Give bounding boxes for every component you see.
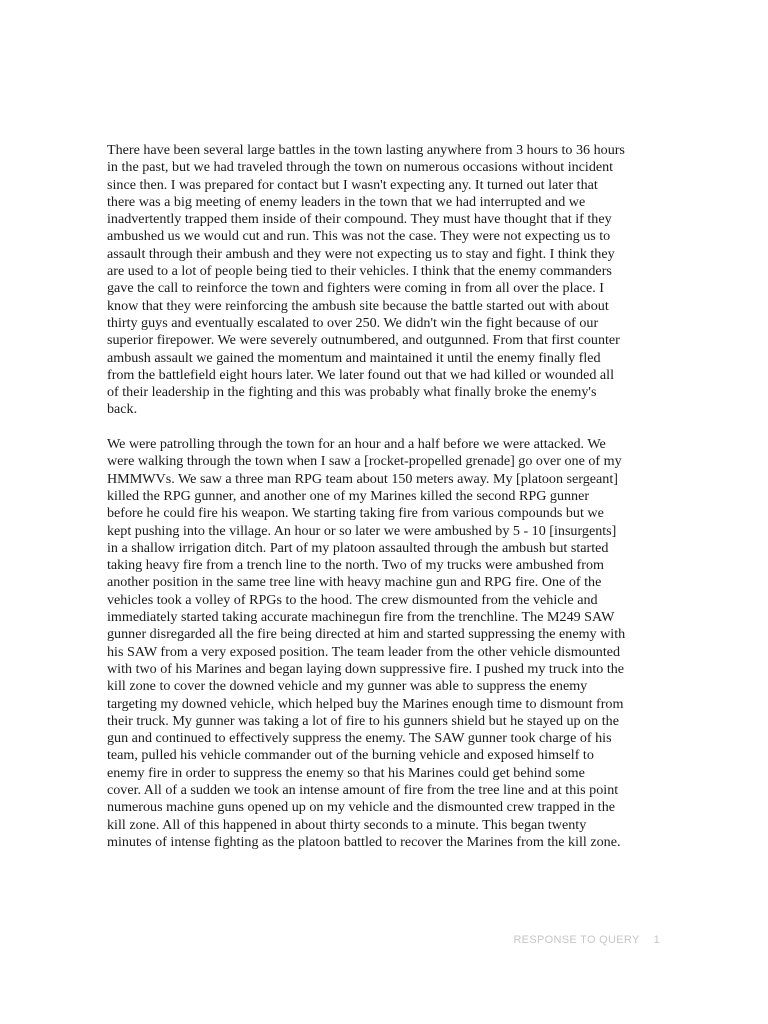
- text-line: another position in the same tree line with heavy machine gun and RPG fire. One of the: [107, 574, 602, 591]
- text-line: before he could fire his weapon. We starting taking fire from various compounds but we: [107, 505, 604, 522]
- text-line: cover. All of a sudden we took an intense amount of fire from the tree line and at this point: [107, 781, 619, 798]
- text-line: gun and continued to effectively suppress the enemy. The SAW gunner took charge of his: [107, 730, 612, 747]
- text-line: taking heavy fire from a trench line to the north. Two of my trucks were ambushed from: [107, 557, 604, 574]
- text-line: their truck. My gunner was taking a lot of fire to his gunners shield but he stayed up on the: [107, 712, 619, 729]
- text-line: in a shallow irrigation ditch. Part of my platoon assaulted through the ambush but started: [107, 539, 609, 556]
- text-line: enemy fire in order to suppress the enemy so that his Marines could get behind some: [107, 764, 585, 781]
- text-line: know that they were reinforcing the ambush site because the battle started out with about: [107, 297, 609, 314]
- text-line: There have been several large battles in the town lasting anywhere from 3 hours to 36 hours: [107, 142, 625, 158]
- text-line: immediately started taking accurate machinegun fire from the trenchline. The M249 SAW: [107, 609, 615, 626]
- text-line: of their leadership in the fighting and this was probably what finally broke the enemy's: [107, 384, 597, 401]
- text-line: kill zone to cover the downed vehicle and my gunner was able to suppress the enemy: [107, 678, 588, 695]
- footer-label: RESPONSE TO QUERY: [513, 934, 640, 946]
- body-text: [107, 142, 662, 851]
- text-line: We were patrolling through the town for an hour and a half before we were attacked. We: [107, 436, 606, 453]
- text-line: vehicles took a volley of RPGs to the hood. The crew dismounted from the vehicle and: [107, 591, 598, 608]
- text-line: kept pushing into the village. An hour or so later we were ambushed by 5 - 10 [insurgents]: [107, 522, 617, 539]
- text-line: in the past, but we had traveled through the town on numerous occasions without incident: [107, 159, 614, 176]
- text-line: since then. I was prepared for contact but I wasn't expecting any. It turned out later that: [107, 176, 598, 193]
- text-line: are used to a lot of people being tied to their vehicles. I think that the enemy commanders: [107, 263, 612, 280]
- text-line: back.: [107, 401, 138, 418]
- text-line: minutes of intense fighting as the platoon battled to recover the Marines from the kill zone.: [107, 833, 621, 850]
- text-line: HMMWVs. We saw a three man RPG team about 150 meters away. My [platoon sergeant]: [107, 470, 618, 487]
- text-line: inadvertently trapped them inside of their compound. They must have thought that if they: [107, 211, 612, 228]
- text-line: ambushed us we would cut and run. This was not the case. They were not expecting us to: [107, 228, 611, 245]
- text-line: with two of his Marines and began laying down suppressive fire. I pushed my truck into the: [107, 660, 625, 677]
- text-line: superior firepower. We were severely outnumbered, and outgunned. From that first counter: [107, 332, 620, 349]
- page-footer: [513, 934, 660, 946]
- text-line: killed the RPG gunner, and another one of my Marines killed the second RPG gunner: [107, 487, 590, 504]
- text-line: ambush assault we gained the momentum and maintained it until the enemy finally fled: [107, 349, 601, 366]
- text-line: targeting my downed vehicle, which helped buy the Marines enough time to dismount from: [107, 695, 624, 712]
- text-line: thirty guys and eventually escalated to over 250. We didn't win the fight because of our: [107, 314, 599, 331]
- paragraph-gap: [107, 419, 662, 436]
- text-line: numerous machine guns opened up on my vehicle and the dismounted crew trapped in the: [107, 799, 616, 816]
- text-line: from the battlefield eight hours later. We later found out that we had killed or wounded all: [107, 366, 615, 383]
- paragraph: [107, 142, 662, 419]
- text-line: gave the call to reinforce the town and fighters were coming in from all over the place. I: [107, 280, 604, 297]
- text-line: there was a big meeting of enemy leaders in the town that we had interrupted and we: [107, 193, 586, 210]
- text-line: were walking through the town when I saw a [rocket-propelled grenade] go over one of my: [107, 453, 622, 470]
- text-line: team, pulled his vehicle commander out of the burning vehicle and exposed himself to: [107, 747, 594, 764]
- text-line: assault through their ambush and they were not expecting us to stay and fight. I think they: [107, 245, 615, 262]
- page-number: 1: [653, 934, 660, 946]
- text-line: his SAW from a very exposed position. The team leader from the other vehicle dismounted: [107, 643, 621, 660]
- text-line: gunner disregarded all the fire being directed at him and started suppressing the enemy with: [107, 626, 626, 643]
- paragraph: [107, 436, 662, 851]
- text-line: kill zone. All of this happened in about thirty seconds to a minute. This began twenty: [107, 816, 587, 833]
